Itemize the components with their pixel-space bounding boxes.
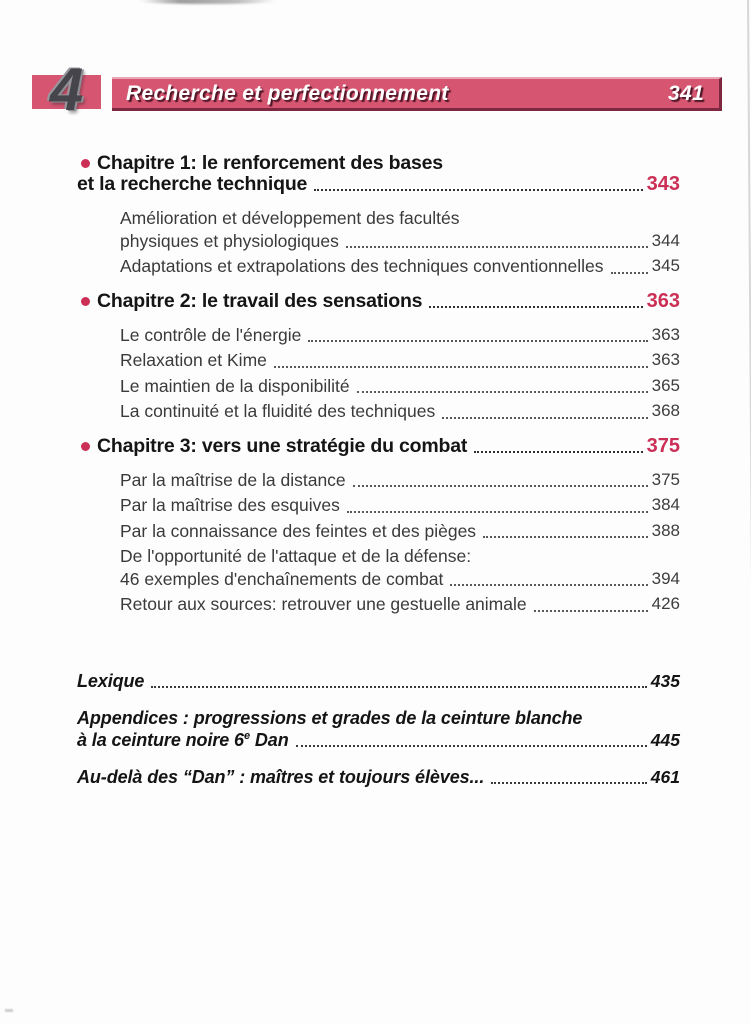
back-matter-line: [77, 766, 680, 788]
dotted-leader: [347, 511, 648, 513]
page-number: 368: [651, 401, 680, 420]
page-number: 365: [651, 375, 680, 395]
toc-entry-line: [77, 568, 680, 591]
toc-entry-line: [77, 469, 680, 492]
page-number: 426: [651, 594, 680, 613]
dotted-leader: [442, 417, 647, 419]
toc-entry-line: [77, 349, 680, 372]
banner-bar: [112, 77, 722, 111]
back-matter-line: [77, 707, 680, 729]
page-number: 375: [646, 434, 680, 457]
dotted-leader: [474, 451, 642, 453]
dotted-leader: [534, 610, 648, 612]
entry-text: Retour aux sources: retrouver une gestuelle animale: [120, 594, 527, 614]
entry-text: La continuité et la fluidité des techniques: [120, 401, 436, 421]
dotted-leader: [357, 391, 648, 393]
dotted-leader: [353, 485, 648, 487]
entry-text: Amélioration et développement des facultés: [120, 208, 460, 228]
entry-text: De l'opportunité de l'attaque et de la défense:: [120, 546, 472, 566]
page-number: 363: [651, 324, 680, 344]
page-number: 375: [651, 469, 680, 489]
chapter-title-line: [77, 174, 680, 195]
page-number: 363: [646, 289, 680, 312]
toc-entry-line: [77, 375, 680, 398]
chapter-title-line: [77, 153, 680, 174]
page-number: 394: [651, 568, 680, 588]
part-number: 4: [49, 56, 84, 123]
page-number: 343: [646, 173, 680, 195]
chapter-entries: [77, 324, 680, 423]
dotted-leader: [308, 340, 647, 342]
back-matter-line: [77, 729, 680, 751]
superscript: e: [243, 729, 250, 742]
chapter-title: Chapitre 2: le travail des sensations: [97, 289, 423, 312]
toc-entry-line: [77, 494, 680, 517]
page-number: 345: [651, 256, 680, 275]
back-matter-text: Lexique: [77, 670, 145, 691]
dotted-leader: [346, 246, 648, 248]
back-matter-text: Appendices : progressions et grades de la ceinture blanche: [77, 707, 583, 728]
chapter-title: Chapitre 1: le renforcement des bases: [97, 152, 443, 174]
bullet-icon: [81, 442, 90, 451]
entry-text: Relaxation et Kime: [120, 350, 267, 370]
entry-text: Par la maîtrise des esquives: [120, 495, 340, 515]
chapter-entries: [77, 207, 680, 278]
dotted-leader: [611, 272, 648, 274]
bullet-icon: [81, 297, 90, 306]
toc-entry-line: [77, 207, 680, 230]
table-of-contents: [77, 153, 680, 788]
dotted-leader: [296, 745, 647, 747]
chapter-title: Chapitre 3: vers une stratégie du combat: [97, 434, 468, 457]
chapter-title: et la recherche technique: [77, 173, 308, 195]
entry-text: physiques et physiologiques: [120, 230, 339, 251]
bullet-icon: [81, 159, 90, 168]
entry-text: Adaptations et extrapolations des techniques conventionnelles: [120, 256, 604, 276]
banner-title: Recherche et perfectionnement: [126, 81, 449, 105]
scan-artifact-bottom-left: [5, 1009, 13, 1012]
chapter-block: [77, 291, 680, 423]
dotted-leader: [151, 686, 646, 688]
page-number: 363: [651, 350, 680, 369]
page-number: 344: [651, 230, 680, 250]
toc-entry-line: [77, 520, 680, 543]
page-number: 435: [650, 670, 680, 691]
chapter-block: [77, 436, 680, 616]
dotted-leader: [429, 306, 642, 308]
page-number: 461: [650, 766, 680, 787]
toc-entry-line: [77, 593, 680, 616]
dotted-leader: [450, 584, 647, 586]
entry-text: 46 exemples d'enchaînements de combat: [120, 568, 444, 589]
back-matter-text: à la ceinture noire 6e Dan: [77, 729, 289, 750]
entry-text: Le contrôle de l'énergie: [120, 324, 302, 345]
page-number: 445: [650, 729, 680, 750]
toc-entry-line: [77, 545, 680, 568]
dotted-leader: [314, 189, 642, 191]
toc-entry-line: [77, 400, 680, 423]
entry-text: Le maintien de la disponibilité: [120, 375, 350, 396]
entry-text: Par la connaissance des feintes et des pièges: [120, 520, 477, 541]
chapter-title-line: [77, 291, 680, 312]
back-matter: [77, 670, 680, 788]
page-edge-line: [747, 0, 751, 1024]
back-matter-text: Au-delà des “Dan” : maîtres et toujours élèves...: [77, 766, 485, 787]
dotted-leader: [274, 366, 648, 368]
banner-page-number: 341: [668, 81, 704, 105]
dotted-leader: [491, 782, 647, 784]
toc-entry-line: [77, 324, 680, 347]
scan-artifact-top: [138, 0, 278, 4]
toc-entry-line: [77, 255, 680, 278]
chapter-block: [77, 153, 680, 278]
page-number: 388: [651, 520, 680, 540]
part-number-badge: [32, 56, 101, 123]
dotted-leader: [483, 536, 648, 538]
chapter-title-line: [77, 436, 680, 457]
toc-entry-line: [77, 230, 680, 253]
back-matter-line: [77, 670, 680, 692]
chapter-entries: [77, 469, 680, 616]
entry-text: Par la maîtrise de la distance: [120, 469, 346, 490]
page-number: 384: [651, 495, 680, 514]
